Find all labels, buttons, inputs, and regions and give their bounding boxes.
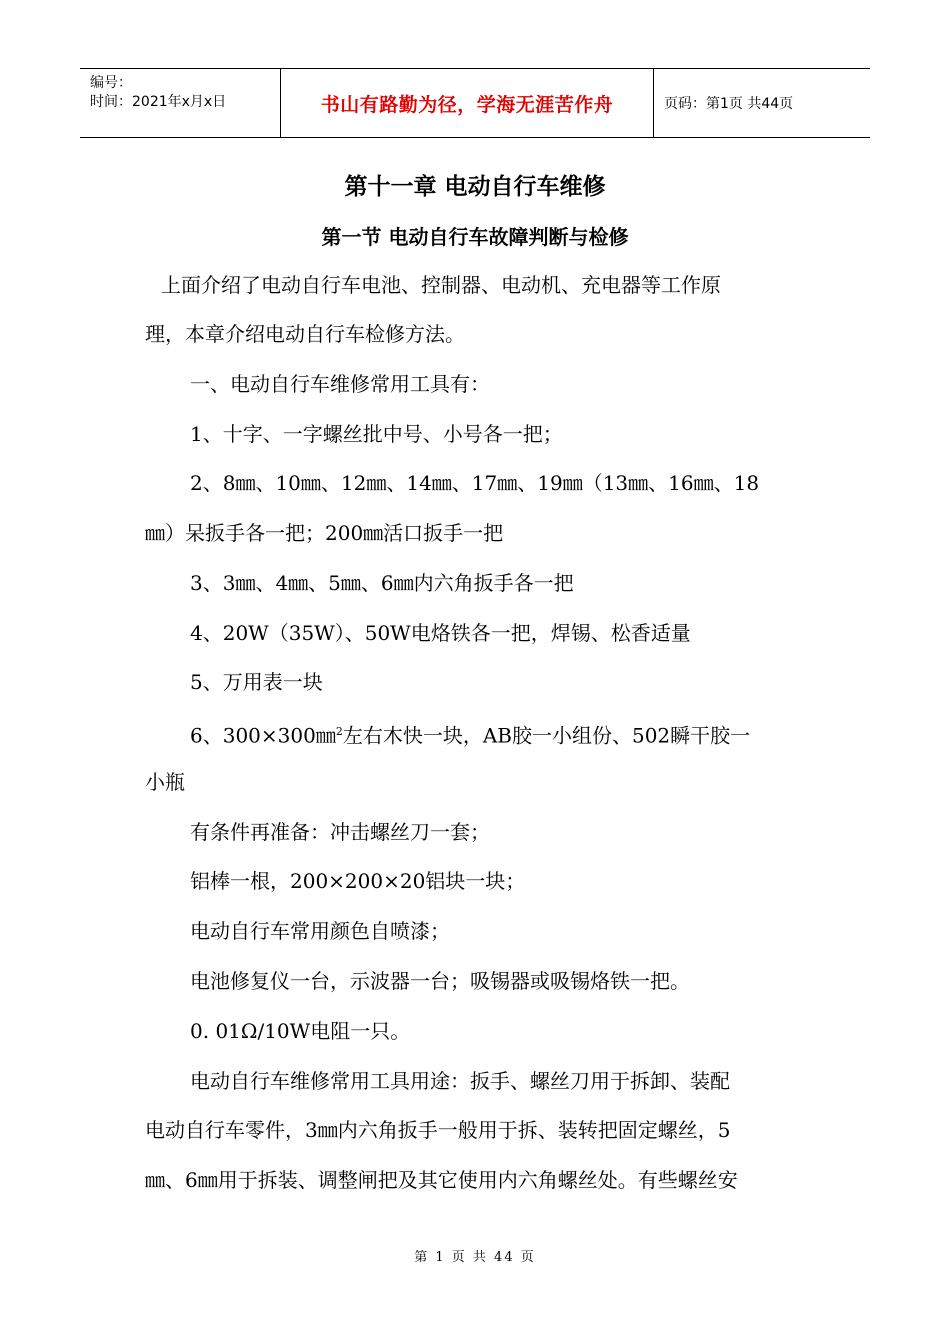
paragraph-line: 电动自行车零件，3㎜内六角扳手一般用于拆、装转把固定螺丝，5 — [145, 1118, 731, 1142]
paragraph-line: 4、20W（35W）、50W电烙铁各一把，焊锡、松香适量 — [190, 621, 691, 645]
paragraph-line: 一、电动自行车维修常用工具有： — [190, 372, 490, 396]
paragraph-line: 小瓶 — [145, 770, 185, 794]
header-info-cell — [80, 69, 281, 137]
paragraph-line: 0. 01Ω/10W电阻一只。 — [190, 1019, 411, 1043]
paragraph-line: 5、万用表一块 — [190, 670, 323, 694]
paragraph-line: 2、8㎜、10㎜、12㎜、14㎜、17㎜、19㎜（13㎜、16㎜、18 — [190, 471, 760, 495]
paragraph-line: ㎜、6㎜用于拆装、调整闸把及其它使用内六角螺丝处。有些螺丝安 — [145, 1168, 738, 1192]
paragraph-line: 理，本章介绍电动自行车检修方法。 — [145, 322, 465, 346]
paragraph-line: 有条件再准备：冲击螺丝刀一套； — [190, 820, 490, 844]
section-title: 第一节 电动自行车故障判断与检修 — [321, 225, 629, 249]
document-number-label: 编号： — [90, 75, 132, 91]
chapter-title: 第十一章 电动自行车维修 — [344, 174, 606, 200]
superscript: 2 — [335, 725, 343, 738]
page-number-label: 页码：第1页 共44页 — [664, 96, 794, 112]
paragraph-line: 电池修复仪一台，示波器一台；吸锡器或吸锡烙铁一把。 — [190, 969, 690, 993]
paragraph-line: 电动自行车常用颜色自喷漆； — [190, 919, 450, 943]
header-page-cell — [654, 69, 870, 137]
paragraph-line: 电动自行车维修常用工具用途：扳手、螺丝刀用于拆卸、装配 — [190, 1069, 730, 1093]
motto-text: 书山有路勤为径，学海无涯苦作舟 — [320, 93, 614, 116]
paragraph-line: 上面介绍了电动自行车电池、控制器、电动机、充电器等工作原 — [161, 273, 721, 297]
header-motto-cell — [281, 69, 654, 137]
page-footer: 第 1 页 共 44 页 — [414, 1250, 536, 1265]
header-table — [80, 68, 870, 138]
paragraph-line: 铝棒一根，200×200×20铝块一块； — [190, 869, 526, 893]
paragraph-line — [190, 718, 750, 750]
paragraph-line: 1、十字、一字螺丝批中号、小号各一把； — [190, 422, 563, 446]
paragraph-line-part: 左右木快一块，AB胶一小组份、502瞬干胶一 — [342, 723, 751, 748]
paragraph-line-part: 6、300×300㎜ — [190, 723, 336, 748]
document-date-label: 时间：2021年x月x日 — [90, 94, 227, 110]
paragraph-line: 3、3㎜、4㎜、5㎜、6㎜内六角扳手各一把 — [190, 571, 574, 595]
paragraph-line: ㎜）呆扳手各一把；200㎜活口扳手一把 — [145, 521, 504, 545]
